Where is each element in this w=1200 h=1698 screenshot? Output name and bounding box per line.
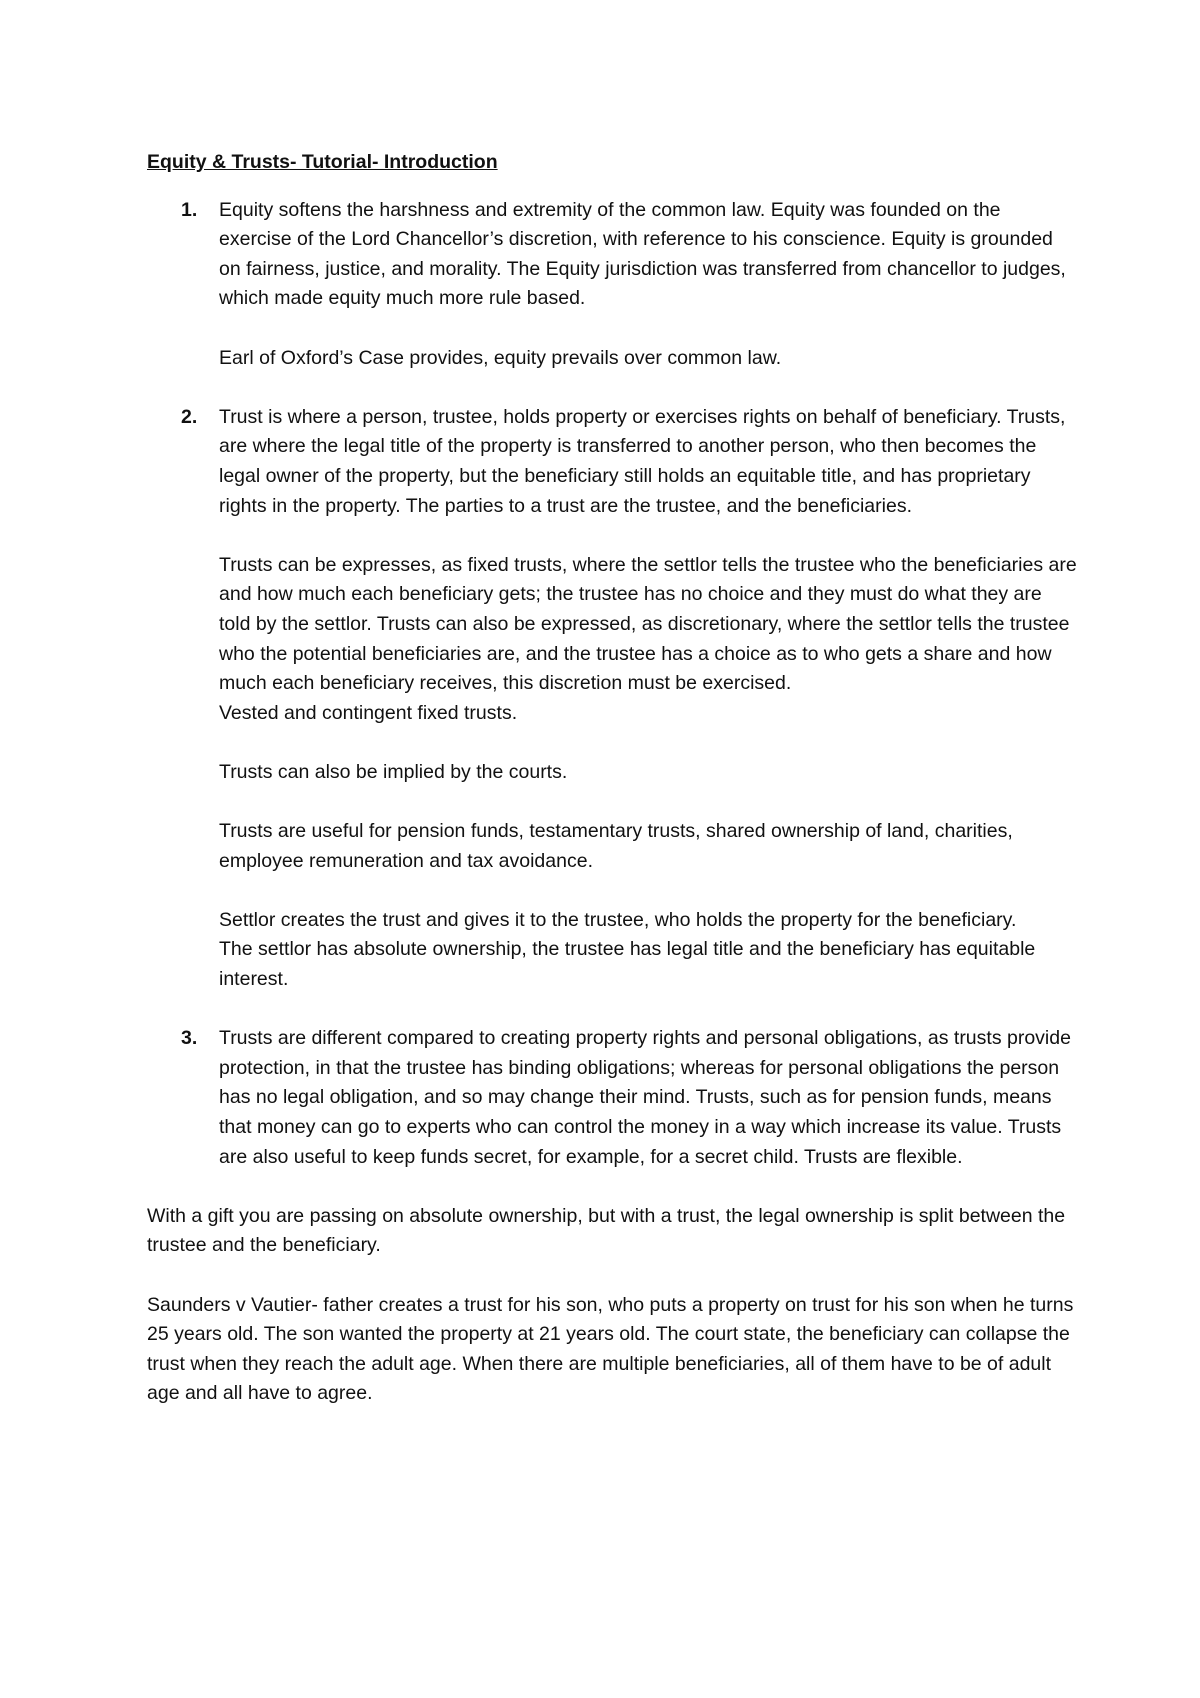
list-item-3 [147,1024,1077,1172]
paragraph: Trusts can be expresses, as fixed trusts, where the settlor tells the trustee who the beneficiaries are and how much each beneficiary gets; the trustee has no choice and they must do what they are told by the settlor. Trusts can also be expressed, as discretionary, where the settlor tells the trustee who the potential beneficiaries are, and the trustee has a choice as to who gets a share and how much each beneficiary receives, this discretion must be exercised. [219,553,1077,695]
paragraph: Trusts are useful for pension funds, testamentary trusts, shared ownership of land, charities, employee remuneration and tax avoidance. [219,820,1013,872]
document-title: Equity & Trusts- Tutorial- Introduction [147,151,498,173]
paragraph: Settlor creates the trust and gives it to the trustee, who holds the property for the beneficiary. [219,908,1017,931]
document-page [147,148,1077,1439]
paragraph: Trust is where a person, trustee, holds property or exercises rights on behalf of beneficiary. Trusts, are where the legal title of the property is transferred to another person, who then becomes the legal owner of the property, but the beneficiary still holds an equitable title, and has proprietary rights in the property. The parties to a trust are the trustee, and the beneficiaries. [219,405,1066,517]
list-number: 2. [181,405,198,428]
paragraph: Trusts can also be implied by the courts. [219,760,568,783]
list-item-2 [147,403,1077,995]
closing-paragraph-saunders: Saunders v Vautier- father creates a trust for his son, who puts a property on trust for his son when he turns 25 years old. The son wanted the property at 21 years old. The court state, the beneficiary can collapse the trust when they reach the adult age. When there are multiple beneficiaries, all of them have to be of adult age and all have to agree. [147,1293,1074,1405]
list-item-1 [147,196,1077,374]
paragraph: Equity softens the harshness and extremity of the common law. Equity was founded on the exercise of the Lord Chancellor’s discretion, with reference to his conscience. Equity is grounded on fairness, justice, and morality. The Equity jurisdiction was transferred from chancellor to judges, which made equity much more rule based. [219,198,1066,310]
paragraph: The settlor has absolute ownership, the trustee has legal title and the beneficiary has equitable interest. [219,938,1036,991]
closing-paragraph-gift: With a gift you are passing on absolute ownership, but with a trust, the legal ownership is split between the trustee and the beneficiary. [147,1204,1066,1257]
list-number: 3. [181,1027,198,1050]
list-number: 1. [181,198,198,221]
paragraph: Trusts are different compared to creating property rights and personal obligations, as trusts provide protection, in that the trustee has binding obligations; whereas for personal obligations the person has no legal obligation, and so may change their mind. Trusts, such as for pension funds, means that money can go to experts who can control the money in a way which increase its value. Trusts are also useful to keep funds secret, for example, for a secret child. Trusts are flexible. [219,1027,1071,1168]
paragraph: Vested and contingent fixed trusts. [219,701,518,724]
paragraph: Earl of Oxford’s Case provides, equity prevails over common law. [219,346,782,369]
